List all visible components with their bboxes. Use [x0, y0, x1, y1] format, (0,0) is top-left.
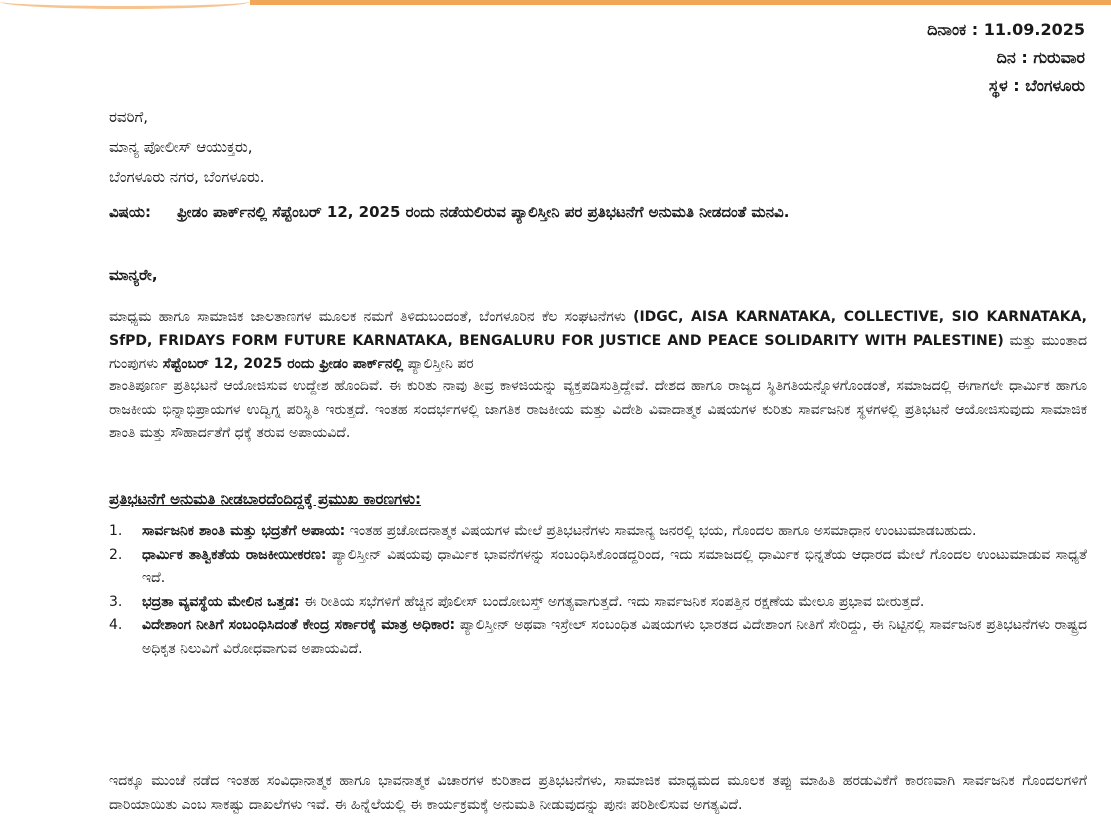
reasons-list	[109, 520, 1087, 661]
letter-date: ದಿನಾಂಕ : 11.09.2025	[927, 20, 1085, 39]
event-date-place: ಸೆಪ್ಟೆಂಬರ್ 12, 2025 ರಂದು ಫ್ರೀಡಂ ಪಾರ್ಕ್‌ನಲ್ಲಿ	[162, 356, 404, 372]
reason-title: ಸಾರ್ವಜನಿಕ ಶಾಂತಿ ಮತ್ತು ಭದ್ರತೆಗೆ ಅಪಾಯ:	[142, 523, 346, 539]
reason-text: ಈ ರೀತಿಯ ಸಭೆಗಳಿಗೆ ಹೆಚ್ಚಿನ ಪೊಲೀಸ್ ಬಂದೋಬಸ್ತ್ ಅಗತ್ಯವಾಗುತ್ತದೆ. ಇದು ಸಾರ್ವಜನಿಕ ಸಂಪತ್ತಿನ ರಕ್ಷಣೆಯ ಮೇಲೂ ಪ್ರಭಾವ ಬೀರುತ್ತದೆ.	[299, 593, 925, 610]
letter-meta	[927, 16, 1085, 100]
letterhead-band	[250, 0, 1111, 5]
reason-item	[109, 520, 1087, 544]
paragraph-intro	[109, 306, 1087, 377]
address-line: ರವರಿಗೆ,	[109, 108, 148, 126]
reason-title: ವಿದೇಶಾಂಗ ನೀತಿಗೆ ಸಂಬಂಧಿಸಿದಂತೆ ಕೇಂದ್ರ ಸರ್ಕಾರಕ್ಕೆ ಮಾತ್ರ ಅಧಿಕಾರ:	[142, 617, 456, 633]
letter-day: ದಿನ : ಗುರುವಾರ	[996, 48, 1085, 67]
organisations-list: (IDGC, AISA KARNATAKA, COLLECTIVE, SIO KARNATAKA, SfPD, FRIDAYS FORM FUTURE KARNATAKA, BENGALURU FOR JUSTICE AND PEACE SOLIDARITY WITH PALESTINE)	[109, 309, 1087, 349]
reason-item	[109, 614, 1087, 661]
intro-text: ಮತ್ತು ಮುಂತಾದ ಗುಂಪುಗಳು	[109, 332, 1087, 372]
reason-item	[109, 544, 1087, 591]
reason-number: 3.	[109, 593, 123, 610]
reason-title: ಧಾರ್ಮಿಕ ತಾತ್ವಿಕತೆಯ ರಾಜಕೀಯೀಕರಣ:	[142, 546, 327, 563]
subject-label: ವಿಷಯ:	[109, 203, 151, 221]
salutation: ಮಾನ್ಯರೇ,	[109, 266, 158, 284]
address-line: ಮಾನ್ಯ ಪೋಲೀಸ್ ಆಯುಕ್ತರು,	[109, 138, 253, 156]
recipient-address	[109, 102, 265, 192]
intro-text: ಪ್ಯಾಲಿಸ್ತೀನಿ ಪರ	[403, 356, 474, 372]
paragraph-concern: ಶಾಂತಿಪೂರ್ಣ ಪ್ರತಿಭಟನೆ ಆಯೋಜಿಸುವ ಉದ್ದೇಶ ಹೊಂದಿವೆ. ಈ ಕುರಿತು ನಾವು ತೀವ್ರ ಕಾಳಜಿಯನ್ನು ವ್ಯಕ್ತಪಡಿಸುತ್ತಿದ್ದೇವೆ. ದೇಶದ ಹಾಗೂ ರಾಜ್ಯದ ಸ್ಥಿತಿಗತಿಯನ್ನೊಳಗೊಂಡಂತೆ, ಸಮಾಜದಲ್ಲಿ ಈಗಾಗಲೇ ಧಾರ್ಮಿಕ ಹಾಗೂ ರಾಜಕೀಯ ಭಿನ್ನಾಭಿಪ್ರಾಯಗಳ ಉದ್ವಿಗ್ನ ಪರಿಸ್ಥಿತಿ ಇರುತ್ತದೆ. ಇಂತಹ ಸಂದರ್ಭಗಳಲ್ಲಿ ಜಾಗತಿಕ ರಾಜಕೀಯ ಮತ್ತು ವಿದೇಶಿ ವಿವಾದಾತ್ಮಕ ವಿಷಯಗಳ ಕುರಿತು ಸಾರ್ವಜನಿಕ ಸ್ಥಳಗಳಲ್ಲಿ ಪ್ರತಿಭಟನೆ ಆಯೋಜಿಸುವುದು ಸಾಮಾಜಿಕ ಶಾಂತಿ ಮತ್ತು ಸೌಹಾರ್ದತೆಗೆ ಧಕ್ಕೆ ತರುವ ಅಪಾಯವಿದೆ.	[109, 378, 1087, 441]
reason-text: ಇಂತಹ ಪ್ರಚೋದನಾತ್ಮಕ ವಿಷಯಗಳ ಮೇಲೆ ಪ್ರತಿಭಟನೆಗಳು ಸಾಮಾನ್ಯ ಜನರಲ್ಲಿ ಭಯ, ಗೊಂದಲ ಹಾಗೂ ಅಸಮಾಧಾನ ಉಂಟುಮಾಡಬಹುದು.	[345, 523, 977, 539]
reason-item	[109, 591, 1087, 615]
letter-place: ಸ್ಥಳ : ಬೆಂಗಳೂರು	[988, 76, 1085, 95]
reason-number: 1.	[109, 523, 123, 539]
paragraph-closing: ಇದಕ್ಕೂ ಮುಂಚೆ ನಡೆದ ಇಂತಹ ಸಂವಿಧಾನಾತ್ಮಕ ಹಾಗೂ ಭಾವನಾತ್ಮಕ ವಿಚಾರಗಳ ಕುರಿತಾದ ಪ್ರತಿಭಟನೆಗಳು, ಸಾಮಾಜಿಕ ಮಾಧ್ಯಮದ ಮೂಲಕ ತಪ್ಪು ಮಾಹಿತಿ ಹರಡುವಿಕೆಗೆ ಕಾರಣವಾಗಿ ಸಾರ್ವಜನಿಕ ಗೊಂದಲಗಳಿಗೆ ದಾರಿಯಾಯಿತು ಎಂಬ ಸಾಕಷ್ಟು ದಾಖಲೆಗಳು ಇವೆ. ಈ ಹಿನ್ನೆಲೆಯಲ್ಲಿ ಈ ಕಾರ್ಯಕ್ರಮಕ್ಕೆ ಅನುಮತಿ ನೀಡುವುದನ್ನು ಪುನಃ ಪರಿಶೀಲಿಸುವ ಅಗತ್ಯವಿದೆ.	[109, 773, 1087, 813]
reason-text: ಪ್ಯಾಲಿಸ್ತೀನ್ ಅಥವಾ ಇಸ್ರೇಲ್ ಸಂಬಂಧಿತ ವಿಷಯಗಳು ಭಾರತದ ವಿದೇಶಾಂಗ ನೀತಿಗೆ ಸೇರಿದ್ದು, ಈ ನಿಟ್ಟಿನಲ್ಲಿ ಸಾರ್ವಜನಿಕ ಪ್ರತಿಭಟನೆಗಳು ರಾಷ್ಟ್ರದ ಅಧಿಕೃತ ನಿಲುವಿಗೆ ವಿರೋಧವಾಗುವ ಅಪಾಯವಿದೆ.	[142, 617, 1088, 657]
subject-line	[109, 200, 1089, 224]
reason-number: 4.	[109, 617, 123, 633]
reasons-heading: ಪ್ರತಿಭಟನೆಗೆ ಅನುಮತಿ ನೀಡಬಾರದೆಂದಿದ್ದಕ್ಕೆ ಪ್ರಮುಖ ಕಾರಣಗಳು:	[109, 490, 422, 508]
address-line: ಬೆಂಗಳೂರು ನಗರ, ಬೆಂಗಳೂರು.	[109, 168, 265, 186]
subject-text: ಫ್ರೀಡಂ ಪಾರ್ಕ್‌ನಲ್ಲಿ ಸೆಪ್ಟೆಂಬರ್ 12, 2025 ರಂದು ನಡೆಯಲಿರುವ ಪ್ಯಾಲಿಸ್ತೀನಿ ಪರ ಪ್ರತಿಭಟನೆಗೆ ಅನುಮತಿ ನೀಡದಂತೆ ಮನವಿ.	[177, 203, 790, 221]
reason-number: 2.	[109, 546, 123, 563]
intro-text: ಮಾಧ್ಯಮ ಹಾಗೂ ಸಾಮಾಜಿಕ ಜಾಲತಾಣಗಳ ಮೂಲಕ ನಮಗೆ ತಿಳಿದುಬಂದಂತೆ, ಬೆಂಗಳೂರಿನ ಕೆಲ ಸಂಘಟನೆಗಳು	[109, 309, 634, 325]
letterhead-curve	[0, 0, 250, 9]
reason-title: ಭದ್ರತಾ ವ್ಯವಸ್ಥೆಯ ಮೇಲಿನ ಒತ್ತಡ:	[142, 593, 300, 610]
reason-text: ಪ್ಯಾಲಿಸ್ತೀನ್ ವಿಷಯವು ಧಾರ್ಮಿಕ ಭಾವನೆಗಳನ್ನು ಸಂಬಂಧಿಸಿಕೊಂಡದ್ದರಿಂದ, ಇದು ಸಮಾಜದಲ್ಲಿ ಧಾರ್ಮಿಕ ಭಿನ್ನತೆಯ ಆಧಾರದ ಮೇಲೆ ಗೊಂದಲ ಉಂಟುಮಾಡುವ ಸಾಧ್ಯತೆ ಇದೆ.	[142, 546, 1087, 586]
